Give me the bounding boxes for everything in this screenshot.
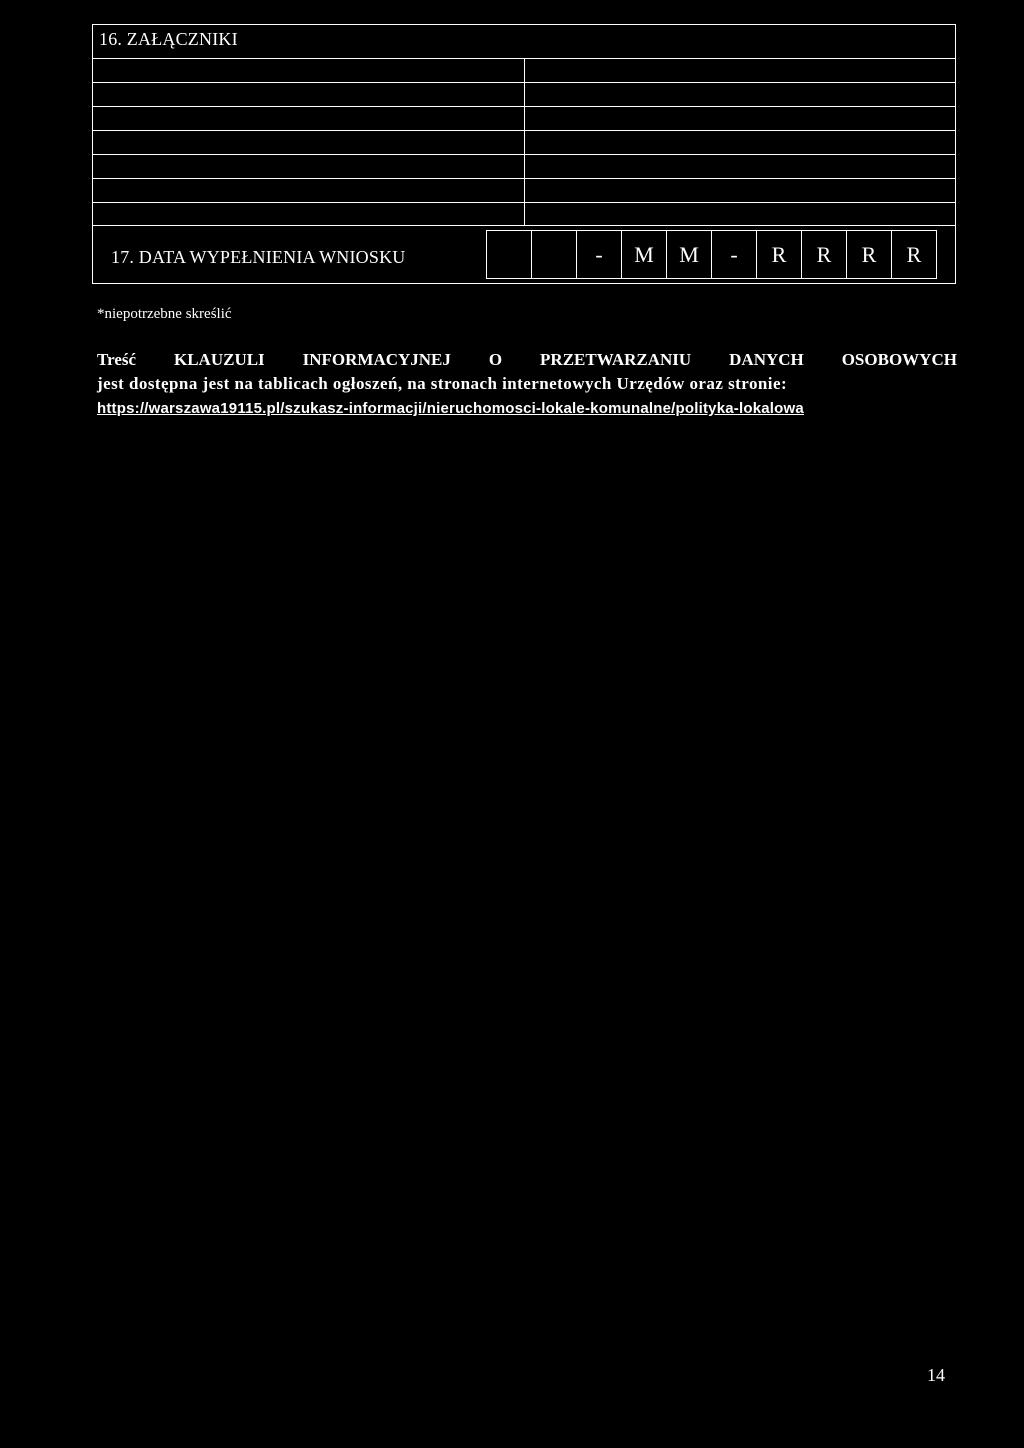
date-month-cell[interactable]: M <box>621 230 667 279</box>
attachment-row <box>93 58 955 82</box>
date-separator-cell: - <box>711 230 757 279</box>
attachment-row <box>93 130 955 154</box>
clause-word: KLAUZULI <box>173 350 265 369</box>
clause-word: PRZETWARZANIU <box>540 350 692 369</box>
attachment-cell-right[interactable] <box>525 131 955 154</box>
clause-heading-line <box>97 348 957 372</box>
attachment-cell-left[interactable] <box>93 179 525 202</box>
attachment-cell-right[interactable] <box>525 179 955 202</box>
attachment-cell-right[interactable] <box>525 107 955 130</box>
date-year-cell[interactable]: R <box>846 230 892 279</box>
attachment-row <box>93 106 955 130</box>
attachment-cell-right[interactable] <box>525 203 955 225</box>
date-day-cell[interactable] <box>486 230 532 279</box>
attachment-cell-right[interactable] <box>525 59 955 82</box>
attachment-row <box>93 178 955 202</box>
date-year-cell[interactable]: R <box>891 230 937 279</box>
attachment-cell-left[interactable] <box>93 203 525 225</box>
date-year-cell[interactable]: R <box>801 230 847 279</box>
policy-link[interactable]: https://warszawa19115.pl/szukasz-informacji/nieruchomosci-lokale-komunalne/polityka-lokalowa <box>97 400 804 417</box>
attachment-row <box>93 154 955 178</box>
attachment-cell-left[interactable] <box>93 155 525 178</box>
page-number: 14 <box>927 1365 945 1385</box>
attachment-row <box>93 82 955 106</box>
section-17-label: 17. DATA WYPEŁNIENIA WNIOSKU <box>111 247 406 267</box>
attachment-cell-left[interactable] <box>93 107 525 130</box>
form-section-box <box>92 24 956 284</box>
attachment-cell-right[interactable] <box>525 83 955 106</box>
date-separator-cell: - <box>576 230 622 279</box>
clause-word: Treść <box>97 350 137 369</box>
attachment-cell-left[interactable] <box>93 131 525 154</box>
attachment-row <box>93 202 955 226</box>
attachment-cell-left[interactable] <box>93 83 525 106</box>
section-16-title: 16. ZAŁĄCZNIKI <box>99 29 238 49</box>
footnote: *niepotrzebne skreślić <box>97 306 232 322</box>
date-month-cell[interactable]: M <box>666 230 712 279</box>
attachment-cell-right[interactable] <box>525 155 955 178</box>
date-day-cell[interactable] <box>531 230 577 279</box>
attachments-table <box>93 58 955 226</box>
information-clause <box>97 348 957 421</box>
date-input-boxes <box>487 230 937 279</box>
clause-text-line: jest dostępna jest na tablicach ogłoszeń, na stronach internetowych Urzędów oraz stronie: <box>97 374 788 393</box>
attachment-cell-left[interactable] <box>93 59 525 82</box>
clause-word: O <box>488 350 503 369</box>
clause-word: OSOBOWYCH <box>841 350 957 369</box>
clause-word: INFORMACYJNEJ <box>302 350 451 369</box>
clause-word: DANYCH <box>729 350 804 369</box>
date-year-cell[interactable]: R <box>756 230 802 279</box>
